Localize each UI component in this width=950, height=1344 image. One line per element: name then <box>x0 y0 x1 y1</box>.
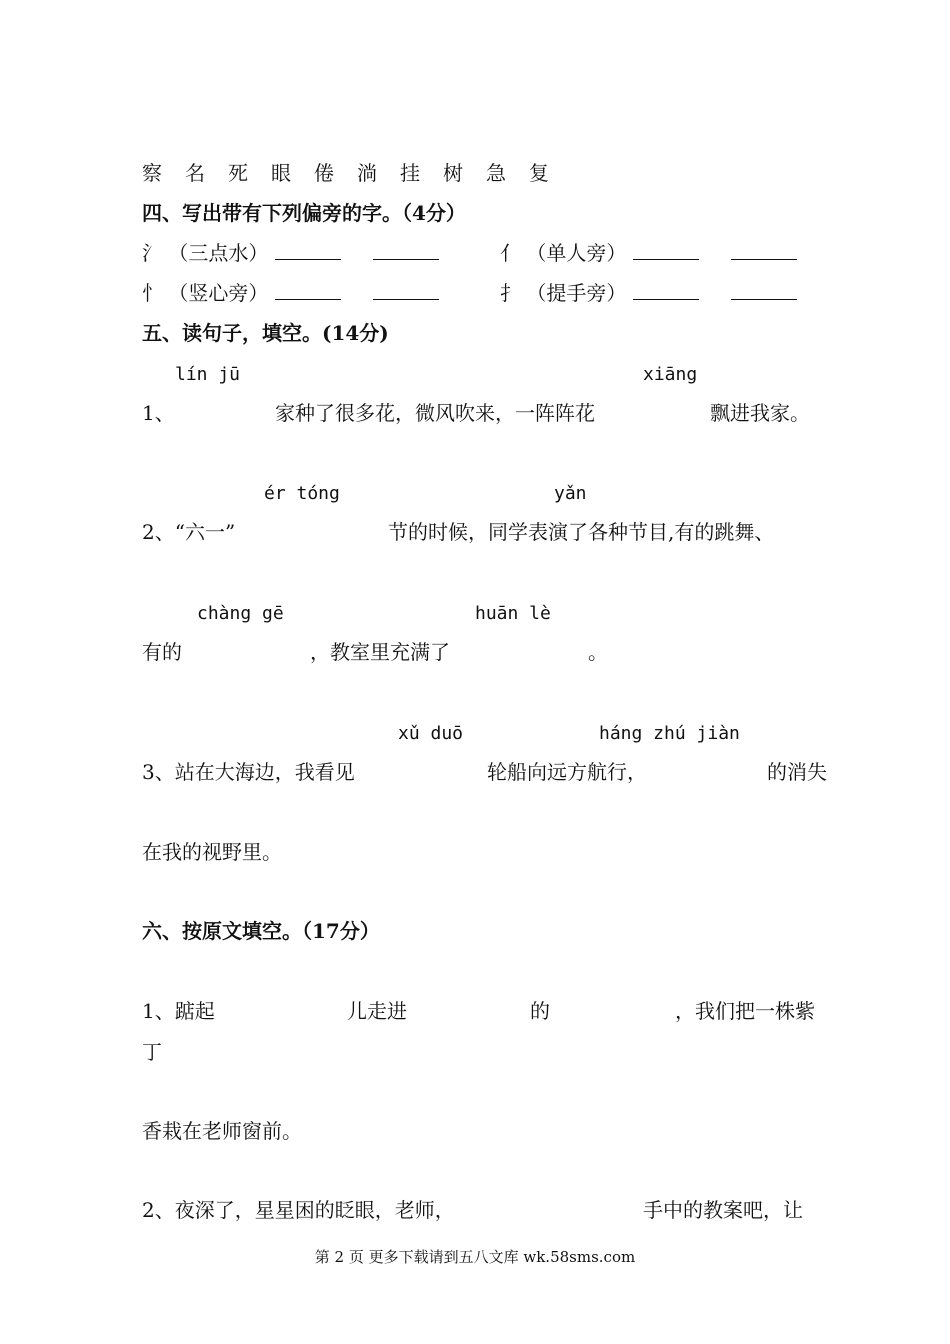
radical-name: （三点水） <box>168 241 269 265</box>
character-row <box>142 161 572 185</box>
q3-text-c: 的消失 <box>767 760 827 784</box>
q2-number: 2、“六一” <box>142 520 236 544</box>
s6-q1-text-b: 儿走进 <box>347 999 407 1023</box>
q2-text-b: 有的 <box>142 640 182 664</box>
radical-glyph: 氵 <box>142 241 162 265</box>
s6-q1-text-c: 的 <box>530 999 550 1023</box>
section6-heading: 六、按原文填空。（17分） <box>142 919 380 943</box>
q2-text-c: ，教室里充满了 <box>310 640 450 664</box>
q3-text-d: 在我的视野里。 <box>142 840 282 864</box>
pinyin-xuduo: xǔ duō <box>398 723 464 744</box>
radical-item-tishoupang <box>500 281 797 305</box>
q3-text-b: 轮船向远方航行， <box>487 760 647 784</box>
q2-text-a: 节的时候，同学表演了各种节目,有的跳舞、 <box>388 520 775 544</box>
q2-text-d: 。 <box>588 640 608 664</box>
char: 死 <box>228 161 248 185</box>
s6-q2-text-a: 2、夜深了，星星困的眨眼，老师， <box>142 1198 455 1222</box>
pinyin-xiang: xiāng <box>643 364 698 385</box>
answer-blank[interactable] <box>275 241 341 260</box>
char: 淌 <box>357 161 377 185</box>
section4-heading: 四、写出带有下列偏旁的字。（4分） <box>142 201 466 225</box>
radical-glyph: 扌 <box>500 281 520 305</box>
answer-blank[interactable] <box>633 281 699 300</box>
radical-item-sandianshui <box>142 241 439 265</box>
char: 复 <box>529 161 549 185</box>
answer-blank[interactable] <box>731 241 797 260</box>
pinyin-yan: yǎn <box>554 483 587 504</box>
pinyin-hangzhujian: háng zhú jiàn <box>599 723 740 744</box>
s6-q2-text-b: 手中的教案吧，让 <box>643 1198 803 1222</box>
radical-glyph: 亻 <box>500 241 520 265</box>
char: 眼 <box>271 161 291 185</box>
radical-item-danrenpang <box>500 241 797 265</box>
s6-q1-text-e: 丁 <box>142 1040 162 1064</box>
s6-q1-text-f: 香栽在老师窗前。 <box>142 1119 302 1143</box>
pinyin-huanle: huān lè <box>475 603 551 624</box>
char: 挂 <box>400 161 420 185</box>
char: 树 <box>443 161 463 185</box>
char: 察 <box>142 161 162 185</box>
answer-blank[interactable] <box>373 241 439 260</box>
radical-name: （提手旁） <box>526 281 627 305</box>
q1-text-b: 飘进我家。 <box>710 401 810 425</box>
q3-text-a: 3、站在大海边，我看见 <box>142 760 355 784</box>
char: 倦 <box>314 161 334 185</box>
pinyin-ertong: ér tóng <box>264 483 340 504</box>
section5-heading: 五、读句子，填空。(14分) <box>142 321 389 345</box>
q1-number: 1、 <box>142 401 175 425</box>
s6-q1-text-a: 1、踮起 <box>142 999 215 1023</box>
page-footer: 第 2 页 更多下载请到五八文库 wk.58sms.com <box>314 1248 636 1266</box>
radical-name: （单人旁） <box>526 241 627 265</box>
char: 急 <box>486 161 506 185</box>
radical-name: （竖心旁） <box>168 281 269 305</box>
pinyin-changge: chàng gē <box>197 603 284 624</box>
char: 名 <box>185 161 205 185</box>
q1-text-a: 家种了很多花，微风吹来，一阵阵花 <box>275 401 595 425</box>
answer-blank[interactable] <box>275 281 341 300</box>
answer-blank[interactable] <box>373 281 439 300</box>
radical-item-shuxinpang <box>142 281 439 305</box>
answer-blank[interactable] <box>633 241 699 260</box>
answer-blank[interactable] <box>731 281 797 300</box>
pinyin-linju: lín jū <box>175 364 241 385</box>
radical-glyph: 忄 <box>142 281 162 305</box>
s6-q1-text-d: ，我们把一株紫 <box>675 999 815 1023</box>
